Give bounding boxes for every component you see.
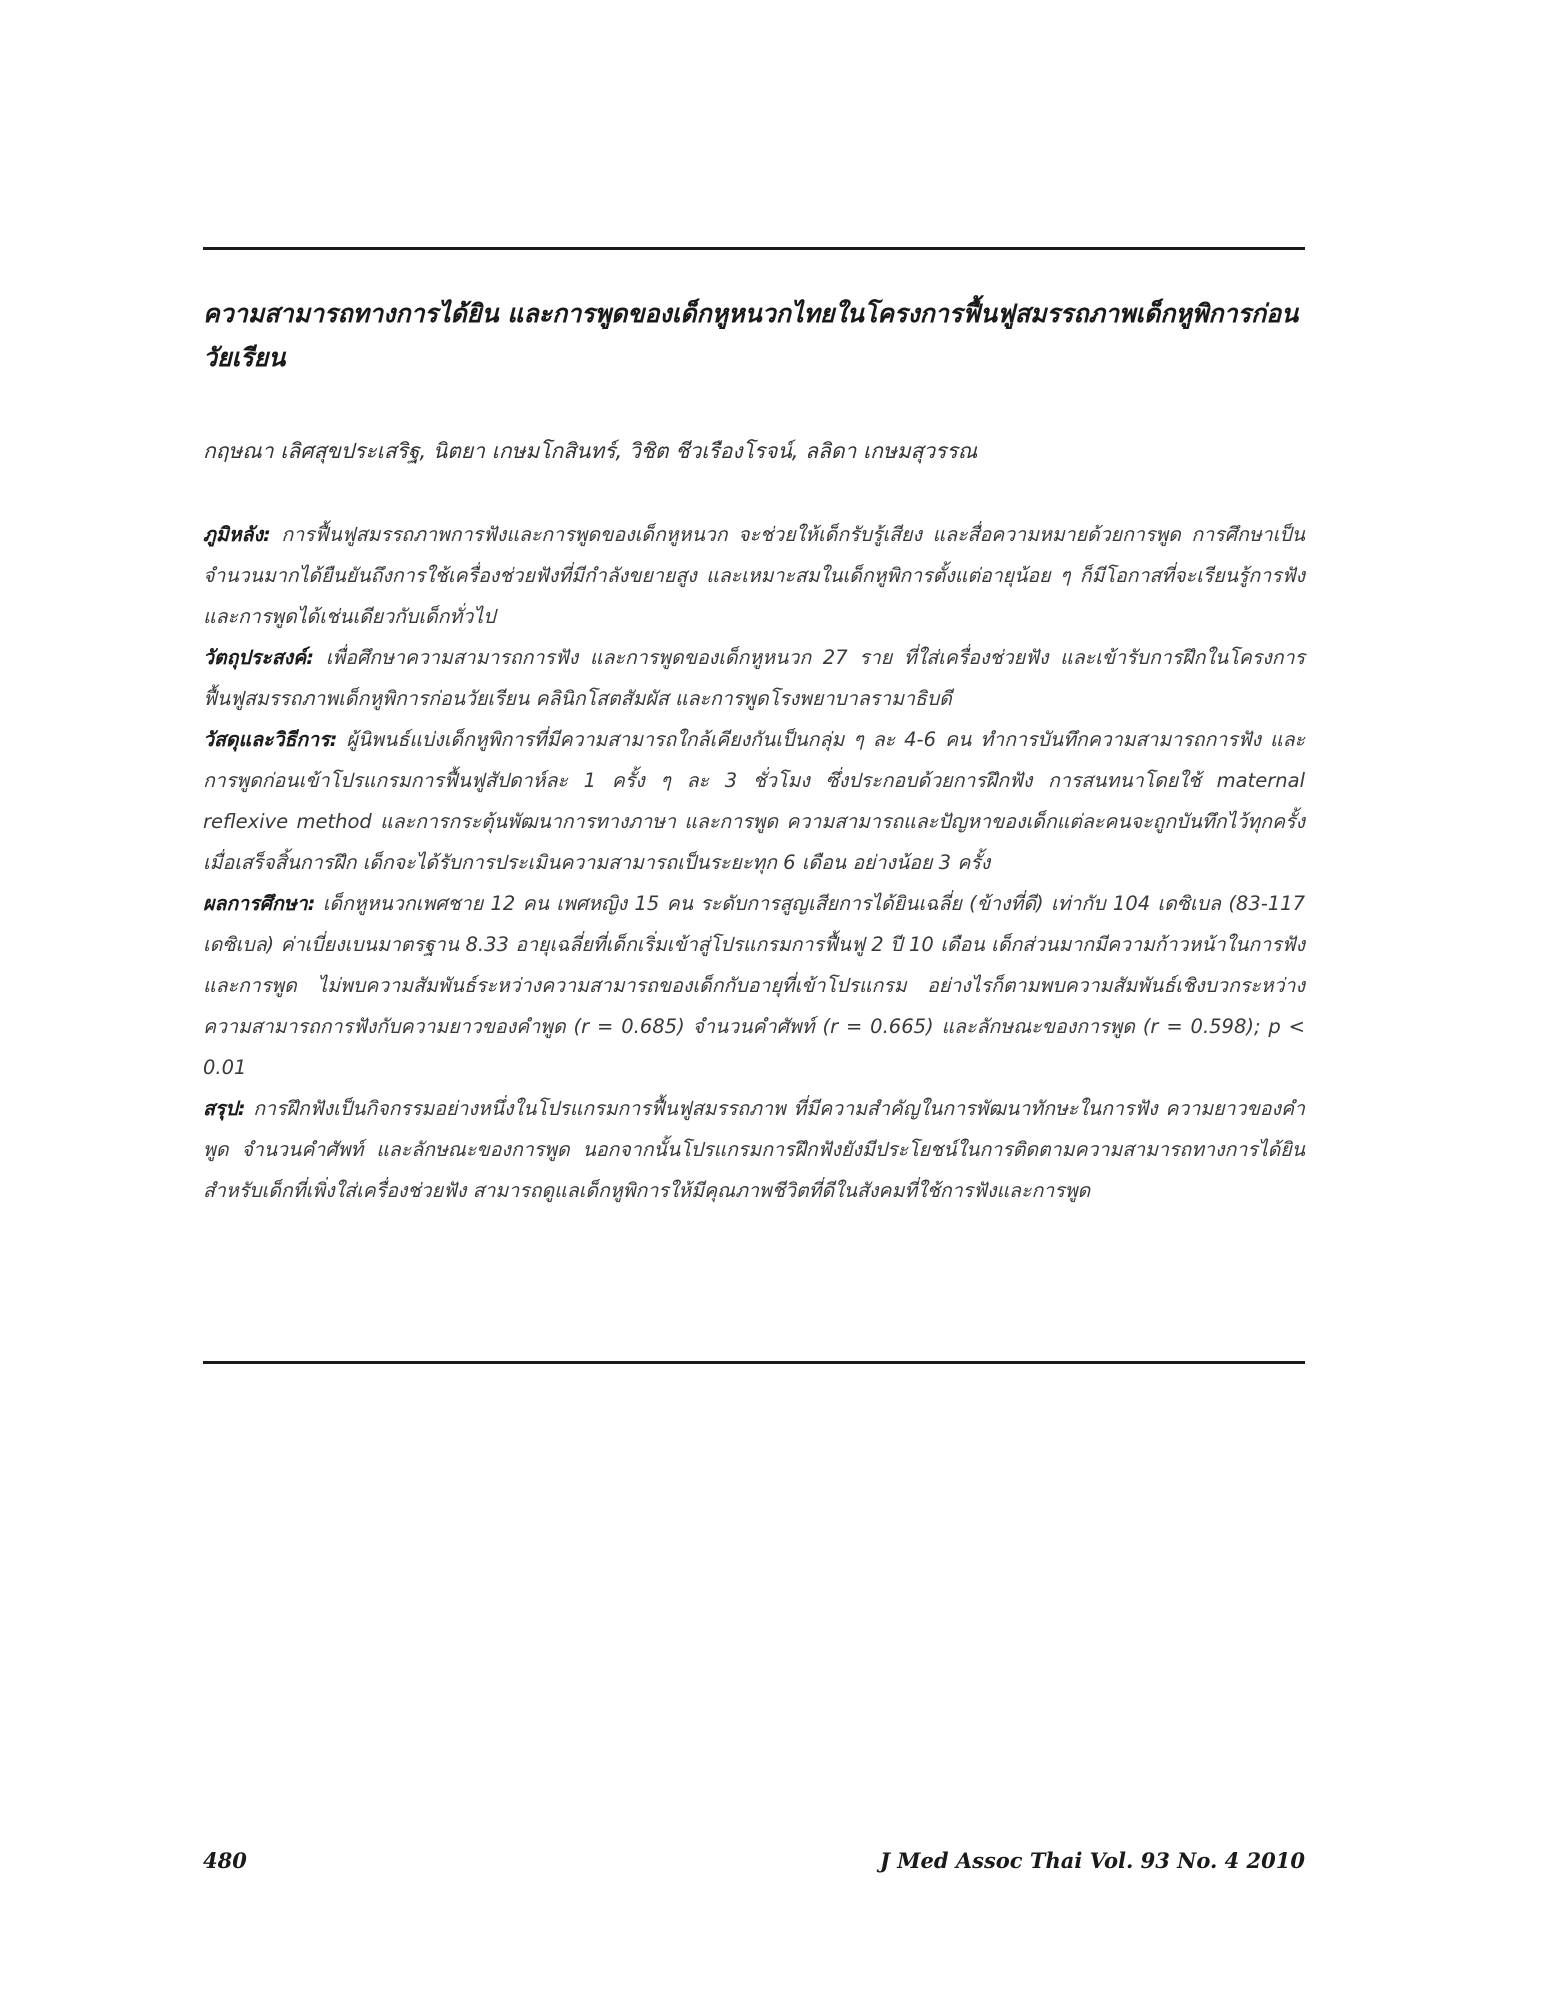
objective-label: วัตถุประสงค์: (203, 646, 315, 669)
conclusion-text: การฝึกฟังเป็นกิจกรรมอย่างหนึ่งในโปรแกรมการฟื้นฟูสมรรถภาพ ที่มีความสำคัญในการพัฒนาทักษะในการฟัง ความยาวของคำพูด จำนวนคำศัพท์ และลักษณะของการพูด นอกจากนั้นโปรแกรมการฝึกฟังยังมีประโยชน์ในการติดตามความสามารถทางการได้ยินสำหรับเด็กที่เพิ่งใส่เครื่องช่วยฟัง สามารถดูแลเด็กหูพิการให้มีคุณภาพชีวิตที่ดีในสังคมที่ใช้การฟังและการพูด (203, 1097, 1306, 1202)
abstract-results (203, 883, 1305, 1088)
journal-citation: J Med Assoc Thai Vol. 93 No. 4 2010 (879, 1848, 1305, 1873)
results-label: ผลการศึกษา: (203, 892, 316, 915)
background-text: การฟื้นฟูสมรรถภาพการฟังและการพูดของเด็กหูหนวก จะช่วยให้เด็กรับรู้เสียง และสื่อความหมายด้วยการพูด การศึกษาเป็นจำนวนมากได้ยืนยันถึงการใช้เครื่องช่วยฟังที่มีกำลังขยายสูง และเหมาะสมในเด็กหูพิการตั้งแต่อายุน้อย ๆ ก็มีโอกาสที่จะเรียนรู้การฟัง และการพูดได้เช่นเดียวกับเด็กทั่วไป (203, 523, 1305, 628)
results-text: เด็กหูหนวกเพศชาย 12 คน เพศหญิง 15 คน ระดับการสูญเสียการได้ยินเฉลี่ย (ข้างที่ดี) เท่ากับ 104 เดซิเบล (83-117 เดซิเบล) ค่าเบี่ยงเบนมาตรฐาน 8.33 อายุเฉลี่ยที่เด็กเริ่มเข้าสู่โปรแกรมการฟื้นฟู 2 ปี 10 เดือน เด็กส่วนมากมีความก้าวหน้าในการฟังและการพูด ไม่พบความสัมพันธ์ระหว่างความสามารถของเด็กกับอายุที่เข้าโปรแกรม อย่างไรก็ตามพบความสัมพันธ์เชิงบวกระหว่างความสามารถการฟังกับความยาวของคำพูด (r = 0.685) จำนวนคำศัพท์ (r = 0.665) และลักษณะของการพูด (r = 0.598); p < 0.01 (203, 892, 1305, 1079)
abstract-background (203, 514, 1305, 637)
top-rule (203, 247, 1305, 250)
methods-text: ผู้นิพนธ์แบ่งเด็กหูพิการที่มีความสามารถใกล้เคียงกันเป็นกลุ่ม ๆ ละ 4-6 คน ทำการบันทึกความสามารถการฟัง และการพูดก่อนเข้าโปรแกรมการฟื้นฟูสัปดาห์ละ 1 ครั้ง ๆ ละ 3 ชั่วโมง ซึ่งประกอบด้วยการฝึกฟัง การสนทนาโดยใช้ maternal reflexive method และการกระตุ้นพัฒนาการทางภาษา และการพูด ความสามารถและปัญหาของเด็กแต่ละคนจะถูกบันทึกไว้ทุกครั้ง เมื่อเสร็จสิ้นการฝึก เด็กจะได้รับการประเมินความสามารถเป็นระยะทุก 6 เดือน อย่างน้อย 3 ครั้ง (203, 728, 1306, 874)
abstract-methods (203, 719, 1305, 883)
bottom-rule (203, 1361, 1305, 1364)
page-number: 480 (203, 1848, 247, 1873)
abstract-objective (203, 637, 1305, 719)
conclusion-label: สรุป: (203, 1097, 246, 1120)
abstract (203, 514, 1305, 1211)
background-label: ภูมิหลัง: (203, 523, 271, 546)
abstract-conclusion (203, 1088, 1305, 1211)
article-title: ความสามารถทางการได้ยิน และการพูดของเด็กหูหนวกไทยในโครงการฟื้นฟูสมรรถภาพเด็กหูพิการก่อนวัยเรียน (203, 299, 1299, 372)
methods-label: วัสดุและวิธีการ: (203, 728, 338, 751)
objective-text: เพื่อศึกษาความสามารถการฟัง และการพูดของเด็กหูหนวก 27 ราย ที่ใส่เครื่องช่วยฟัง และเข้ารับการฝึกในโครงการฟื้นฟูสมรรถภาพเด็กหูพิการก่อนวัยเรียน คลินิกโสตสัมผัส และการพูดโรงพยาบาลรามาธิบดี (203, 646, 1305, 710)
author-list: กฤษณา เลิศสุขประเสริฐ, นิตยา เกษมโกสินทร์, วิชิต ชีวเรืองโรจน์, ลลิดา เกษมสุวรรณ (203, 439, 978, 463)
